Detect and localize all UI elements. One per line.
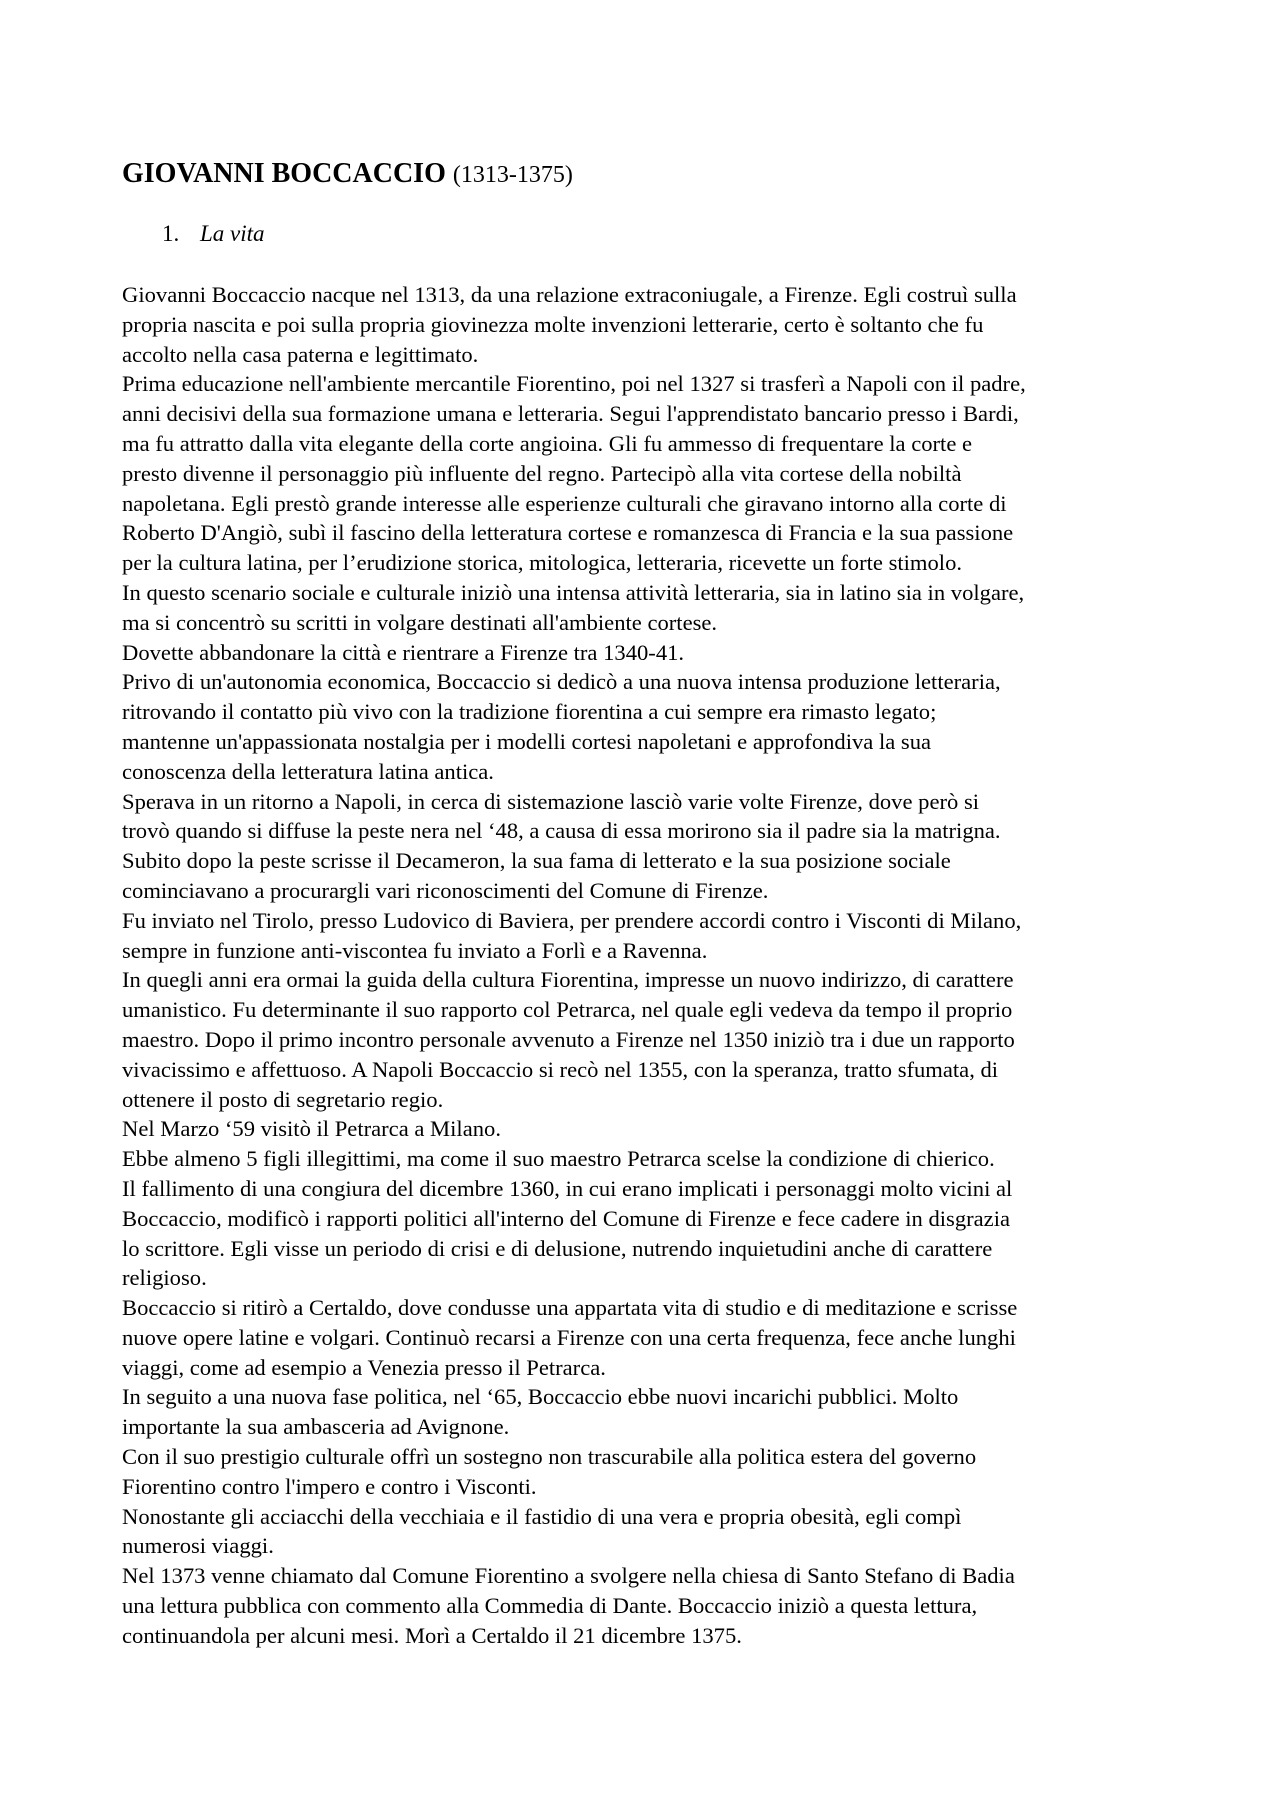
text-line: Ebbe almeno 5 figli illegittimi, ma come il suo maestro Petrarca scelse la condizione di chierico. <box>122 1146 995 1172</box>
text-line: Nel Marzo ‘59 visitò il Petrarca a Milano. <box>122 1116 501 1142</box>
text-line: Subito dopo la peste scrisse il Decameron, la sua fama di letterato e la sua posizione sociale <box>122 848 951 874</box>
text-line: In seguito a una nuova fase politica, nel ‘65, Boccaccio ebbe nuovi incarichi pubblici. Molto <box>122 1384 959 1410</box>
text-line: Nel 1373 venne chiamato dal Comune Fiorentino a svolgere nella chiesa di Santo Stefano di Badia <box>122 1563 1015 1589</box>
text-line: Con il suo prestigio culturale offrì un sostegno non trascurabile alla politica estera del governo <box>122 1444 977 1470</box>
text-line: napoletana. Egli prestò grande interesse alle esperienze culturali che giravano intorno alla corte di <box>122 490 1007 516</box>
text-line: lo scrittore. Egli visse un periodo di crisi e di delusione, nutrendo inquietudini anche di carattere <box>122 1235 993 1261</box>
text-line: Nonostante gli acciacchi della vecchiaia e il fastidio di una vera e propria obesità, egli compì <box>122 1503 962 1529</box>
body-text <box>122 280 1182 1651</box>
section-heading <box>162 220 265 248</box>
text-line: anni decisivi della sua formazione umana e letteraria. Segui l'apprendistato bancario presso i Bardi, <box>122 401 1019 427</box>
text-line: viaggi, come ad esempio a Venezia presso il Petrarca. <box>122 1354 606 1380</box>
title-years: (1313-1375) <box>452 162 573 188</box>
page-title <box>122 158 573 191</box>
text-line: Fiorentino contro l'impero e contro i Visconti. <box>122 1473 537 1499</box>
title-name: GIOVANNI BOCCACCIO <box>122 158 446 189</box>
section-number: 1. <box>162 221 180 246</box>
text-line: ritrovando il contatto più vivo con la tradizione fiorentina a cui sempre era rimasto legato; <box>122 699 937 725</box>
text-line: Roberto D'Angiò, subì il fascino della letteratura cortese e romanzesca di Francia e la sua passione <box>122 520 1014 546</box>
text-line: Il fallimento di una congiura del dicembre 1360, in cui erano implicati i personaggi molto vicini al <box>122 1175 1013 1201</box>
text-line: presto divenne il personaggio più influente del regno. Partecipò alla vita cortese della nobiltà <box>122 460 962 486</box>
text-line: sempre in funzione anti-viscontea fu inviato a Forlì e a Ravenna. <box>122 937 708 963</box>
text-line: ma si concentrò su scritti in volgare destinati all'ambiente cortese. <box>122 609 718 635</box>
text-line: cominciavano a procurargli vari riconoscimenti del Comune di Firenze. <box>122 877 769 903</box>
text-line: una lettura pubblica con commento alla Commedia di Dante. Boccaccio iniziò a questa lettura, <box>122 1593 978 1619</box>
text-line: propria nascita e poi sulla propria giovinezza molte invenzioni letterarie, certo è soltanto che fu <box>122 311 984 337</box>
text-line: trovò quando si diffuse la peste nera nel ‘48, a causa di essa morirono sia il padre sia la matrigna. <box>122 818 1001 844</box>
text-line: vivacissimo e affettuoso. A Napoli Boccaccio si recò nel 1355, con la speranza, tratto sfumata, di <box>122 1056 999 1082</box>
text-line: ottenere il posto di segretario regio. <box>122 1086 444 1112</box>
text-line: per la cultura latina, per l’erudizione storica, mitologica, letteraria, ricevette un forte stimolo. <box>122 550 963 576</box>
text-line: nuove opere latine e volgari. Continuò recarsi a Firenze con una certa frequenza, fece anche lunghi <box>122 1324 1016 1350</box>
section-label: La vita <box>200 221 265 246</box>
text-line: religioso. <box>122 1265 207 1291</box>
text-line: conoscenza della letteratura latina antica. <box>122 758 494 784</box>
text-line: mantenne un'appassionata nostalgia per i modelli cortesi napoletani e approfondiva la sua <box>122 728 932 754</box>
text-line: accolto nella casa paterna e legittimato. <box>122 341 479 367</box>
text-line: numerosi viaggi. <box>122 1533 274 1559</box>
text-line: importante la sua ambasceria ad Avignone. <box>122 1414 510 1440</box>
text-line: umanistico. Fu determinante il suo rapporto col Petrarca, nel quale egli vedeva da tempo il proprio <box>122 997 1013 1023</box>
text-line: Giovanni Boccaccio nacque nel 1313, da una relazione extraconiugale, a Firenze. Egli costruì sulla <box>122 282 1017 307</box>
text-line: Prima educazione nell'ambiente mercantile Fiorentino, poi nel 1327 si trasferì a Napoli con il padre, <box>122 371 1026 397</box>
text-line: In questo scenario sociale e culturale iniziò una intensa attività letteraria, sia in latino sia in volgare, <box>122 579 1025 605</box>
text-line: Sperava in un ritorno a Napoli, in cerca di sistemazione lasciò varie volte Firenze, dove però si <box>122 788 980 814</box>
text-line: Privo di un'autonomia economica, Boccaccio si dedicò a una nuova intensa produzione letteraria, <box>122 669 1001 695</box>
text-line: maestro. Dopo il primo incontro personale avvenuto a Firenze nel 1350 iniziò tra i due un rapporto <box>122 1026 1015 1052</box>
text-line: continuandola per alcuni mesi. Morì a Certaldo il 21 dicembre 1375. <box>122 1622 742 1648</box>
text-line: Fu inviato nel Tirolo, presso Ludovico di Baviera, per prendere accordi contro i Visconti di Milano, <box>122 907 1022 933</box>
text-line: In quegli anni era ormai la guida della cultura Fiorentina, impresse un nuovo indirizzo, di carattere <box>122 967 1014 993</box>
text-line: Dovette abbandonare la città e rientrare a Firenze tra 1340-41. <box>122 639 685 665</box>
text-line: Boccaccio, modificò i rapporti politici all'interno del Comune di Firenze e fece cadere in disgrazia <box>122 1205 1011 1231</box>
text-line: Boccaccio si ritirò a Certaldo, dove condusse una appartata vita di studio e di meditazione e scrisse <box>122 1295 1018 1321</box>
text-line: ma fu attratto dalla vita elegante della corte angioina. Gli fu ammesso di frequentare la corte e <box>122 430 973 456</box>
